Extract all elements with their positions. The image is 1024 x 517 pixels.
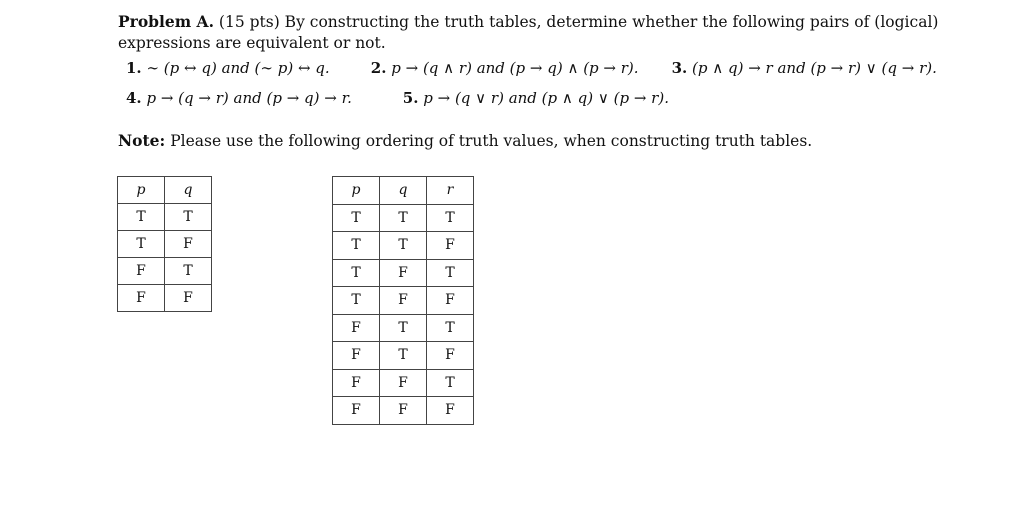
table-cell: T xyxy=(333,204,380,232)
table-cell: T xyxy=(427,369,474,397)
table-cell: F xyxy=(118,258,165,285)
table-cell: T xyxy=(427,259,474,287)
exercise-expression: p → (q → r) and (p → q) → r. xyxy=(146,89,352,107)
table-cell: F xyxy=(118,285,165,312)
table-row xyxy=(333,232,474,260)
exercise-number: 2. xyxy=(370,59,387,77)
exercise-2 xyxy=(371,59,667,77)
table-cell: T xyxy=(427,204,474,232)
table-cell: F xyxy=(333,369,380,397)
table-cell: T xyxy=(165,204,212,231)
header-cell: q xyxy=(380,177,427,205)
table-header-row xyxy=(118,177,212,204)
note-label: Note: xyxy=(118,131,166,150)
table-cell: F xyxy=(380,287,427,315)
table-row xyxy=(118,285,212,312)
truth-table-three-variables xyxy=(332,176,474,425)
problem-description: (15 pts) By constructing the truth tables, determine whether the following pairs of (logical) expressions are equivalent or not. xyxy=(118,13,939,52)
table-row xyxy=(333,314,474,342)
exercise-number: 3. xyxy=(671,59,688,77)
table-cell: T xyxy=(333,232,380,260)
header-cell: q xyxy=(165,177,212,204)
problem-label: Problem A. xyxy=(118,12,214,31)
exercise-line-2 xyxy=(126,89,669,107)
exercise-expression: p → (q ∧ r) and (p → q) ∧ (p → r). xyxy=(391,59,639,77)
table-cell: T xyxy=(333,259,380,287)
table-row xyxy=(118,258,212,285)
exercise-expression: ∼ (p ↔ q) and (∼ p) ↔ q. xyxy=(146,59,330,77)
table-cell: F xyxy=(333,314,380,342)
table-row xyxy=(333,287,474,315)
exercise-number: 4. xyxy=(126,89,142,107)
table-cell: F xyxy=(427,342,474,370)
exercise-expression: (p ∧ q) → r and (p → r) ∨ (q → r). xyxy=(692,59,937,77)
exercise-expression: p → (q ∨ r) and (p ∧ q) ∨ (p → r). xyxy=(423,89,669,107)
table-cell: T xyxy=(165,258,212,285)
table-cell: F xyxy=(333,397,380,425)
table-cell: F xyxy=(380,369,427,397)
note xyxy=(118,131,812,150)
exercise-3 xyxy=(672,59,937,77)
table-row xyxy=(118,204,212,231)
table-cell: F xyxy=(427,397,474,425)
table-row xyxy=(118,231,212,258)
table-cell: T xyxy=(118,231,165,258)
table-cell: F xyxy=(165,231,212,258)
truth-table-two-variables xyxy=(117,176,212,312)
table-cell: T xyxy=(380,232,427,260)
problem-statement xyxy=(118,11,998,54)
header-cell: p xyxy=(333,177,380,205)
table-cell: F xyxy=(333,342,380,370)
table-row xyxy=(333,259,474,287)
table-cell: F xyxy=(380,259,427,287)
table-header-row xyxy=(333,177,474,205)
table-row xyxy=(333,397,474,425)
note-text: Please use the following ordering of truth values, when constructing truth tables. xyxy=(170,132,813,150)
table-cell: T xyxy=(118,204,165,231)
exercise-number: 1. xyxy=(126,59,142,77)
table-cell: T xyxy=(333,287,380,315)
table-cell: T xyxy=(380,204,427,232)
table-cell: F xyxy=(380,397,427,425)
table-cell: F xyxy=(427,287,474,315)
exercise-5 xyxy=(403,89,669,107)
header-cell: r xyxy=(427,177,474,205)
table-cell: T xyxy=(380,342,427,370)
header-cell: p xyxy=(118,177,165,204)
table-cell: T xyxy=(427,314,474,342)
exercise-line-1 xyxy=(126,59,937,77)
table-row xyxy=(333,342,474,370)
table-row xyxy=(333,369,474,397)
table-row xyxy=(333,204,474,232)
table-cell: F xyxy=(165,285,212,312)
table-cell: T xyxy=(380,314,427,342)
table-cell: F xyxy=(427,232,474,260)
exercise-1 xyxy=(126,59,366,77)
exercise-number: 5. xyxy=(402,89,419,107)
exercise-4 xyxy=(126,89,398,107)
